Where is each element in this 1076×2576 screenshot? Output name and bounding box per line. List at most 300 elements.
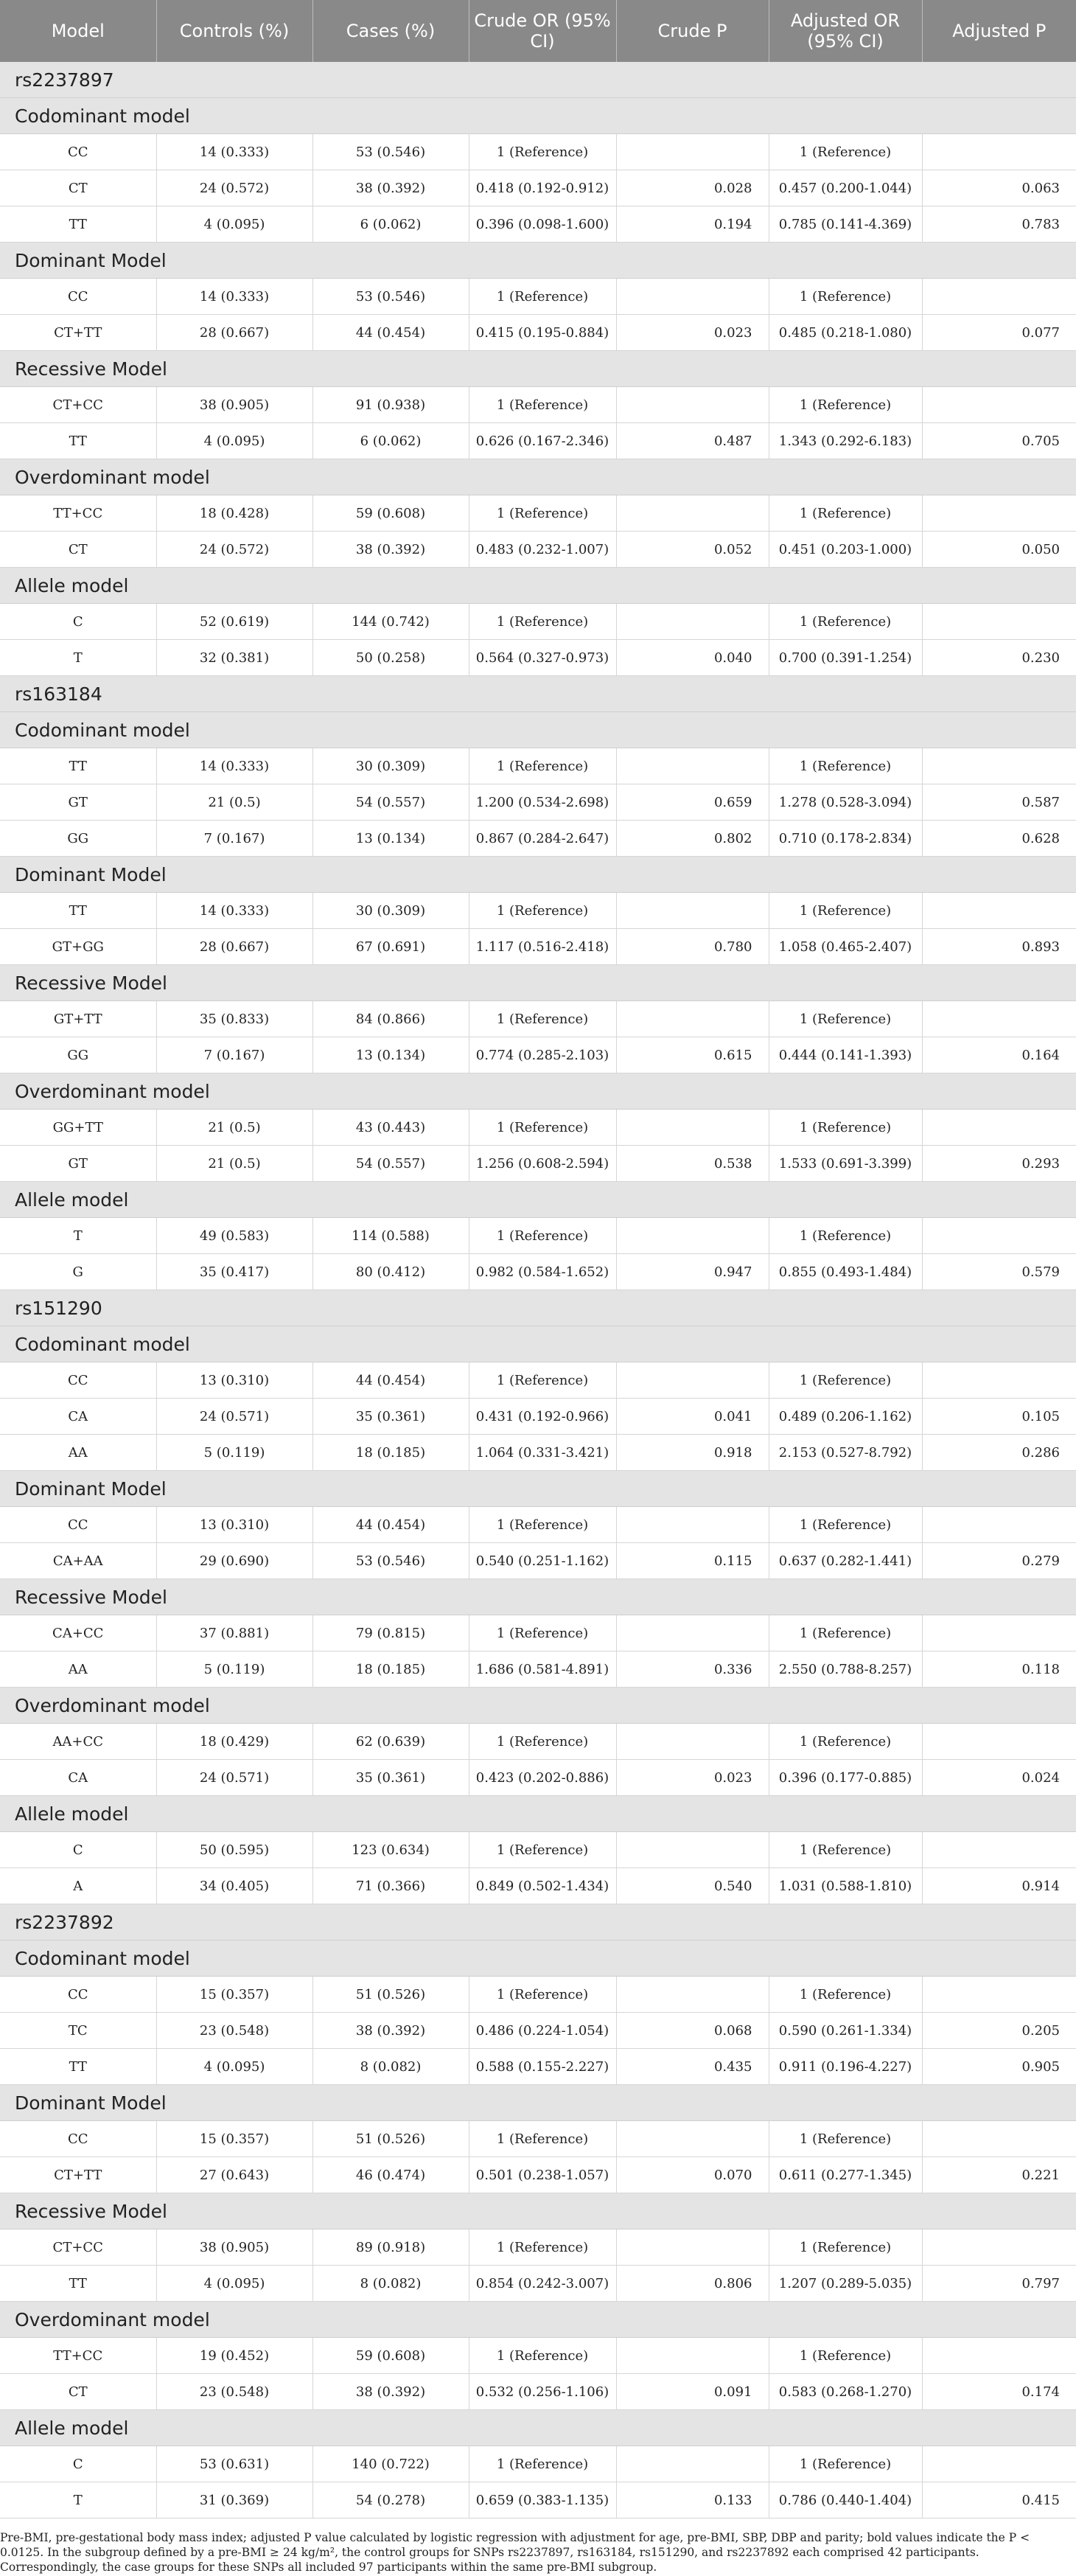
cell-crude-p xyxy=(616,1832,769,1868)
cell-cases: 54 (0.278) xyxy=(312,2482,469,2518)
cell-adjusted-p: 0.164 xyxy=(922,1037,1076,1073)
cell-controls: 35 (0.833) xyxy=(156,1001,312,1037)
cell-crude-or: 1 (Reference) xyxy=(469,2229,616,2266)
cell-cases: 144 (0.742) xyxy=(312,604,469,640)
cell-crude-or: 0.396 (0.098-1.600) xyxy=(469,206,616,243)
cell-adjusted-or: 2.550 (0.788-8.257) xyxy=(769,1651,922,1688)
cell-crude-p xyxy=(616,1507,769,1543)
cell-controls: 21 (0.5) xyxy=(156,784,312,821)
cell-crude-or: 1 (Reference) xyxy=(469,134,616,170)
cell-adjusted-p xyxy=(922,1362,1076,1399)
table-row xyxy=(0,1615,1076,1651)
cell-crude-p xyxy=(616,279,769,315)
cell-adjusted-p xyxy=(922,2446,1076,2482)
cell-crude-or: 1 (Reference) xyxy=(469,1977,616,2013)
cell-controls: 31 (0.369) xyxy=(156,2482,312,2518)
model-label: Allele model xyxy=(0,2410,1076,2446)
model-label: Recessive Model xyxy=(0,1579,1076,1615)
header-cases: Cases (%) xyxy=(312,0,469,62)
table-row xyxy=(0,1399,1076,1435)
cell-crude-p: 0.538 xyxy=(616,1146,769,1182)
model-section-row xyxy=(0,2085,1076,2121)
cell-adjusted-or: 0.785 (0.141-4.369) xyxy=(769,206,922,243)
cell-cases: 51 (0.526) xyxy=(312,2121,469,2157)
model-label: Dominant Model xyxy=(0,2085,1076,2121)
cell-crude-p: 0.023 xyxy=(616,1760,769,1796)
cell-crude-or: 0.774 (0.285-2.103) xyxy=(469,1037,616,1073)
cell-adjusted-p: 0.024 xyxy=(922,1760,1076,1796)
cell-cases: 13 (0.134) xyxy=(312,1037,469,1073)
cell-crude-p xyxy=(616,893,769,929)
table-body xyxy=(0,62,1076,2518)
cell-crude-or: 1.256 (0.608-2.594) xyxy=(469,1146,616,1182)
cell-crude-or: 0.483 (0.232-1.007) xyxy=(469,532,616,568)
cell-adjusted-or: 1.278 (0.528-3.094) xyxy=(769,784,922,821)
cell-crude-p: 0.615 xyxy=(616,1037,769,1073)
cell-cases: 8 (0.082) xyxy=(312,2049,469,2085)
cell-cases: 30 (0.309) xyxy=(312,748,469,784)
cell-crude-or: 1.117 (0.516-2.418) xyxy=(469,929,616,965)
cell-adjusted-or: 1 (Reference) xyxy=(769,2338,922,2374)
cell-cases: 79 (0.815) xyxy=(312,1615,469,1651)
cell-cases: 6 (0.062) xyxy=(312,206,469,243)
cell-cases: 35 (0.361) xyxy=(312,1760,469,1796)
model-label: Dominant Model xyxy=(0,1471,1076,1507)
cell-genotype: AA+CC xyxy=(0,1724,156,1760)
cell-genotype: GG xyxy=(0,1037,156,1073)
cell-crude-or: 1 (Reference) xyxy=(469,279,616,315)
cell-crude-p: 0.041 xyxy=(616,1399,769,1435)
cell-crude-p xyxy=(616,748,769,784)
cell-genotype: CA+CC xyxy=(0,1615,156,1651)
cell-adjusted-p: 0.705 xyxy=(922,423,1076,459)
model-section-row xyxy=(0,2410,1076,2446)
cell-adjusted-p xyxy=(922,1001,1076,1037)
cell-cases: 123 (0.634) xyxy=(312,1832,469,1868)
cell-crude-p: 0.947 xyxy=(616,1254,769,1290)
cell-crude-or: 0.423 (0.202-0.886) xyxy=(469,1760,616,1796)
cell-crude-p xyxy=(616,1110,769,1146)
cell-adjusted-or: 1 (Reference) xyxy=(769,1832,922,1868)
cell-genotype: CT xyxy=(0,532,156,568)
cell-genotype: CT xyxy=(0,170,156,206)
cell-crude-p: 0.070 xyxy=(616,2157,769,2193)
table-row xyxy=(0,2446,1076,2482)
table-row xyxy=(0,495,1076,532)
cell-adjusted-p: 0.286 xyxy=(922,1435,1076,1471)
cell-controls: 52 (0.619) xyxy=(156,604,312,640)
cell-crude-or: 1 (Reference) xyxy=(469,1362,616,1399)
cell-crude-or: 1.686 (0.581-4.891) xyxy=(469,1651,616,1688)
cell-controls: 35 (0.417) xyxy=(156,1254,312,1290)
cell-cases: 59 (0.608) xyxy=(312,2338,469,2374)
cell-cases: 53 (0.546) xyxy=(312,279,469,315)
cell-adjusted-p xyxy=(922,2338,1076,2374)
table-row xyxy=(0,1110,1076,1146)
cell-adjusted-or: 1.031 (0.588-1.810) xyxy=(769,1868,922,1904)
table-row xyxy=(0,2157,1076,2193)
table-row xyxy=(0,206,1076,243)
cell-crude-or: 0.564 (0.327-0.973) xyxy=(469,640,616,676)
cell-adjusted-p: 0.587 xyxy=(922,784,1076,821)
cell-adjusted-p: 0.174 xyxy=(922,2374,1076,2410)
model-label: Recessive Model xyxy=(0,351,1076,387)
cell-adjusted-p: 0.279 xyxy=(922,1543,1076,1579)
cell-crude-p xyxy=(616,2338,769,2374)
snp-label: rs163184 xyxy=(0,676,1076,712)
cell-crude-or: 1 (Reference) xyxy=(469,2121,616,2157)
cell-cases: 38 (0.392) xyxy=(312,2374,469,2410)
cell-controls: 19 (0.452) xyxy=(156,2338,312,2374)
model-section-row xyxy=(0,351,1076,387)
cell-adjusted-or: 0.583 (0.268-1.270) xyxy=(769,2374,922,2410)
cell-genotype: T xyxy=(0,640,156,676)
cell-controls: 37 (0.881) xyxy=(156,1615,312,1651)
cell-genotype: CA xyxy=(0,1399,156,1435)
cell-adjusted-p: 0.893 xyxy=(922,929,1076,965)
cell-adjusted-or: 1.207 (0.289-5.035) xyxy=(769,2266,922,2302)
cell-crude-or: 0.501 (0.238-1.057) xyxy=(469,2157,616,2193)
cell-crude-or: 1 (Reference) xyxy=(469,1218,616,1254)
table-row xyxy=(0,387,1076,423)
cell-genotype: CC xyxy=(0,2121,156,2157)
model-section-row xyxy=(0,243,1076,279)
cell-crude-p xyxy=(616,387,769,423)
cell-controls: 13 (0.310) xyxy=(156,1362,312,1399)
cell-crude-or: 0.415 (0.195-0.884) xyxy=(469,315,616,351)
cell-crude-or: 1 (Reference) xyxy=(469,1724,616,1760)
cell-crude-or: 1.200 (0.534-2.698) xyxy=(469,784,616,821)
cell-crude-p: 0.028 xyxy=(616,170,769,206)
cell-cases: 38 (0.392) xyxy=(312,532,469,568)
cell-crude-or: 0.982 (0.584-1.652) xyxy=(469,1254,616,1290)
model-section-row xyxy=(0,1471,1076,1507)
cell-genotype: TT+CC xyxy=(0,495,156,532)
cell-cases: 44 (0.454) xyxy=(312,1362,469,1399)
cell-controls: 15 (0.357) xyxy=(156,2121,312,2157)
cell-genotype: GT xyxy=(0,1146,156,1182)
cell-genotype: CA xyxy=(0,1760,156,1796)
cell-adjusted-or: 2.153 (0.527-8.792) xyxy=(769,1435,922,1471)
cell-adjusted-p xyxy=(922,279,1076,315)
cell-adjusted-p: 0.230 xyxy=(922,640,1076,676)
model-section-row xyxy=(0,712,1076,748)
cell-adjusted-or: 1 (Reference) xyxy=(769,2446,922,2482)
cell-adjusted-or: 1 (Reference) xyxy=(769,1001,922,1037)
cell-genotype: CC xyxy=(0,1362,156,1399)
cell-controls: 24 (0.571) xyxy=(156,1760,312,1796)
table-row xyxy=(0,1218,1076,1254)
cell-crude-p xyxy=(616,2121,769,2157)
cell-adjusted-p xyxy=(922,495,1076,532)
cell-crude-or: 1 (Reference) xyxy=(469,495,616,532)
cell-crude-or: 1 (Reference) xyxy=(469,1615,616,1651)
cell-adjusted-or: 1.343 (0.292-6.183) xyxy=(769,423,922,459)
header-crude-or: Crude OR (95% CI) xyxy=(469,0,616,62)
cell-adjusted-p: 0.579 xyxy=(922,1254,1076,1290)
cell-crude-p: 0.194 xyxy=(616,206,769,243)
cell-controls: 7 (0.167) xyxy=(156,1037,312,1073)
cell-adjusted-p xyxy=(922,1507,1076,1543)
cell-controls: 13 (0.310) xyxy=(156,1507,312,1543)
cell-crude-or: 0.867 (0.284-2.647) xyxy=(469,821,616,857)
cell-genotype: T xyxy=(0,2482,156,2518)
cell-controls: 28 (0.667) xyxy=(156,315,312,351)
cell-cases: 114 (0.588) xyxy=(312,1218,469,1254)
cell-genotype: TT xyxy=(0,2049,156,2085)
cell-adjusted-or: 1 (Reference) xyxy=(769,279,922,315)
cell-adjusted-or: 0.611 (0.277-1.345) xyxy=(769,2157,922,2193)
cell-genotype: GG xyxy=(0,821,156,857)
cell-adjusted-or: 1 (Reference) xyxy=(769,2229,922,2266)
cell-crude-p: 0.115 xyxy=(616,1543,769,1579)
header-row xyxy=(0,0,1076,62)
cell-adjusted-or: 1 (Reference) xyxy=(769,604,922,640)
cell-genotype: CC xyxy=(0,134,156,170)
cell-crude-or: 0.849 (0.502-1.434) xyxy=(469,1868,616,1904)
cell-genotype: TT xyxy=(0,893,156,929)
cell-crude-p: 0.918 xyxy=(616,1435,769,1471)
cell-genotype: GT+GG xyxy=(0,929,156,965)
cell-adjusted-or: 1 (Reference) xyxy=(769,893,922,929)
cell-crude-or: 0.418 (0.192-0.912) xyxy=(469,170,616,206)
cell-controls: 38 (0.905) xyxy=(156,387,312,423)
table-row xyxy=(0,1651,1076,1688)
cell-adjusted-p: 0.905 xyxy=(922,2049,1076,2085)
cell-crude-p xyxy=(616,1001,769,1037)
cell-crude-or: 0.588 (0.155-2.227) xyxy=(469,2049,616,2085)
cell-adjusted-or: 1.058 (0.465-2.407) xyxy=(769,929,922,965)
cell-cases: 91 (0.938) xyxy=(312,387,469,423)
cell-crude-p: 0.806 xyxy=(616,2266,769,2302)
cell-crude-or: 0.540 (0.251-1.162) xyxy=(469,1543,616,1579)
cell-adjusted-or: 1 (Reference) xyxy=(769,1724,922,1760)
table-row xyxy=(0,2013,1076,2049)
cell-cases: 38 (0.392) xyxy=(312,170,469,206)
cell-controls: 23 (0.548) xyxy=(156,2013,312,2049)
model-label: Allele model xyxy=(0,1796,1076,1832)
cell-crude-or: 0.532 (0.256-1.106) xyxy=(469,2374,616,2410)
cell-cases: 44 (0.454) xyxy=(312,1507,469,1543)
model-section-row xyxy=(0,857,1076,893)
cell-adjusted-p: 0.628 xyxy=(922,821,1076,857)
cell-adjusted-or: 1 (Reference) xyxy=(769,134,922,170)
cell-adjusted-p: 0.797 xyxy=(922,2266,1076,2302)
table-row xyxy=(0,2338,1076,2374)
table-row xyxy=(0,748,1076,784)
snp-section-row xyxy=(0,676,1076,712)
cell-genotype: T xyxy=(0,1218,156,1254)
cell-controls: 38 (0.905) xyxy=(156,2229,312,2266)
cell-genotype: A xyxy=(0,1868,156,1904)
cell-controls: 34 (0.405) xyxy=(156,1868,312,1904)
cell-controls: 4 (0.095) xyxy=(156,2266,312,2302)
cell-controls: 24 (0.572) xyxy=(156,170,312,206)
model-label: Allele model xyxy=(0,1182,1076,1218)
cell-crude-or: 0.431 (0.192-0.966) xyxy=(469,1399,616,1435)
cell-crude-p xyxy=(616,1218,769,1254)
table-row xyxy=(0,1146,1076,1182)
cell-adjusted-p xyxy=(922,748,1076,784)
cell-crude-or: 1 (Reference) xyxy=(469,893,616,929)
cell-crude-p: 0.780 xyxy=(616,929,769,965)
cell-adjusted-p: 0.050 xyxy=(922,532,1076,568)
cell-cases: 44 (0.454) xyxy=(312,315,469,351)
model-section-row xyxy=(0,1579,1076,1615)
cell-crude-p: 0.336 xyxy=(616,1651,769,1688)
cell-adjusted-or: 0.451 (0.203-1.000) xyxy=(769,532,922,568)
cell-adjusted-or: 1.533 (0.691-3.399) xyxy=(769,1146,922,1182)
header-model: Model xyxy=(0,0,156,62)
header-controls: Controls (%) xyxy=(156,0,312,62)
cell-controls: 53 (0.631) xyxy=(156,2446,312,2482)
cell-adjusted-p: 0.105 xyxy=(922,1399,1076,1435)
cell-crude-p xyxy=(616,1615,769,1651)
table-row xyxy=(0,1362,1076,1399)
cell-adjusted-or: 0.637 (0.282-1.441) xyxy=(769,1543,922,1579)
cell-controls: 32 (0.381) xyxy=(156,640,312,676)
cell-controls: 27 (0.643) xyxy=(156,2157,312,2193)
cell-crude-or: 1 (Reference) xyxy=(469,1001,616,1037)
cell-adjusted-p: 0.783 xyxy=(922,206,1076,243)
cell-genotype: CT+TT xyxy=(0,2157,156,2193)
cell-adjusted-p: 0.293 xyxy=(922,1146,1076,1182)
cell-crude-p: 0.091 xyxy=(616,2374,769,2410)
cell-adjusted-p xyxy=(922,1110,1076,1146)
model-label: Recessive Model xyxy=(0,965,1076,1001)
table-row xyxy=(0,2121,1076,2157)
table-header xyxy=(0,0,1076,62)
table-row xyxy=(0,893,1076,929)
cell-crude-or: 1 (Reference) xyxy=(469,2338,616,2374)
cell-adjusted-or: 1 (Reference) xyxy=(769,748,922,784)
cell-adjusted-or: 1 (Reference) xyxy=(769,1110,922,1146)
model-label: Dominant Model xyxy=(0,857,1076,893)
cell-adjusted-or: 1 (Reference) xyxy=(769,1615,922,1651)
cell-cases: 89 (0.918) xyxy=(312,2229,469,2266)
cell-genotype: G xyxy=(0,1254,156,1290)
cell-crude-p: 0.068 xyxy=(616,2013,769,2049)
cell-adjusted-p xyxy=(922,1615,1076,1651)
model-label: Overdominant model xyxy=(0,1688,1076,1724)
cell-crude-or: 1 (Reference) xyxy=(469,2446,616,2482)
cell-genotype: CT+TT xyxy=(0,315,156,351)
cell-genotype: GT+TT xyxy=(0,1001,156,1037)
cell-cases: 53 (0.546) xyxy=(312,1543,469,1579)
cell-crude-p xyxy=(616,604,769,640)
cell-adjusted-or: 1 (Reference) xyxy=(769,2121,922,2157)
cell-genotype: TT xyxy=(0,2266,156,2302)
model-section-row xyxy=(0,568,1076,604)
cell-crude-p xyxy=(616,1724,769,1760)
cell-crude-or: 1.064 (0.331-3.421) xyxy=(469,1435,616,1471)
table-row xyxy=(0,1724,1076,1760)
header-adjusted-p: Adjusted P xyxy=(922,0,1076,62)
cell-controls: 28 (0.667) xyxy=(156,929,312,965)
cell-controls: 7 (0.167) xyxy=(156,821,312,857)
cell-controls: 14 (0.333) xyxy=(156,748,312,784)
cell-cases: 38 (0.392) xyxy=(312,2013,469,2049)
cell-cases: 50 (0.258) xyxy=(312,640,469,676)
cell-cases: 54 (0.557) xyxy=(312,784,469,821)
cell-cases: 35 (0.361) xyxy=(312,1399,469,1435)
cell-adjusted-p: 0.063 xyxy=(922,170,1076,206)
cell-genotype: AA xyxy=(0,1435,156,1471)
cell-crude-or: 1 (Reference) xyxy=(469,748,616,784)
cell-cases: 18 (0.185) xyxy=(312,1651,469,1688)
cell-controls: 14 (0.333) xyxy=(156,279,312,315)
table-row xyxy=(0,1868,1076,1904)
cell-crude-or: 1 (Reference) xyxy=(469,604,616,640)
cell-genotype: CT+CC xyxy=(0,387,156,423)
cell-controls: 18 (0.428) xyxy=(156,495,312,532)
model-section-row xyxy=(0,459,1076,495)
model-section-row xyxy=(0,2193,1076,2229)
cell-crude-or: 1 (Reference) xyxy=(469,1110,616,1146)
table-row xyxy=(0,1507,1076,1543)
cell-crude-or: 0.626 (0.167-2.346) xyxy=(469,423,616,459)
cell-cases: 67 (0.691) xyxy=(312,929,469,965)
cell-crude-p: 0.540 xyxy=(616,1868,769,1904)
cell-cases: 51 (0.526) xyxy=(312,1977,469,2013)
table-row xyxy=(0,532,1076,568)
model-label: Overdominant model xyxy=(0,459,1076,495)
cell-genotype: CC xyxy=(0,1507,156,1543)
cell-adjusted-or: 1 (Reference) xyxy=(769,1218,922,1254)
header-adjusted-or: Adjusted OR (95% CI) xyxy=(769,0,922,62)
snp-section-row xyxy=(0,62,1076,98)
cell-genotype: C xyxy=(0,604,156,640)
cell-adjusted-or: 0.855 (0.493-1.484) xyxy=(769,1254,922,1290)
cell-genotype: AA xyxy=(0,1651,156,1688)
model-label: Codominant model xyxy=(0,98,1076,134)
cell-adjusted-p xyxy=(922,134,1076,170)
model-section-row xyxy=(0,965,1076,1001)
cell-controls: 15 (0.357) xyxy=(156,1977,312,2013)
table-row xyxy=(0,640,1076,676)
cell-adjusted-or: 0.485 (0.218-1.080) xyxy=(769,315,922,351)
cell-controls: 23 (0.548) xyxy=(156,2374,312,2410)
table-row xyxy=(0,279,1076,315)
model-label: Allele model xyxy=(0,568,1076,604)
cell-adjusted-or: 0.457 (0.200-1.044) xyxy=(769,170,922,206)
cell-adjusted-p xyxy=(922,1218,1076,1254)
cell-adjusted-p xyxy=(922,2121,1076,2157)
cell-adjusted-p: 0.914 xyxy=(922,1868,1076,1904)
cell-cases: 13 (0.134) xyxy=(312,821,469,857)
model-section-row xyxy=(0,1688,1076,1724)
table-row xyxy=(0,1254,1076,1290)
cell-adjusted-p xyxy=(922,1724,1076,1760)
cell-genotype: C xyxy=(0,1832,156,1868)
model-label: Recessive Model xyxy=(0,2193,1076,2229)
cell-adjusted-or: 0.396 (0.177-0.885) xyxy=(769,1760,922,1796)
cell-cases: 54 (0.557) xyxy=(312,1146,469,1182)
table-row xyxy=(0,134,1076,170)
cell-cases: 71 (0.366) xyxy=(312,1868,469,1904)
model-section-row xyxy=(0,1796,1076,1832)
table-row xyxy=(0,2482,1076,2518)
snp-section-row xyxy=(0,1290,1076,1326)
cell-crude-p xyxy=(616,134,769,170)
cell-genotype: CC xyxy=(0,279,156,315)
snp-label: rs151290 xyxy=(0,1290,1076,1326)
cell-cases: 84 (0.866) xyxy=(312,1001,469,1037)
cell-cases: 8 (0.082) xyxy=(312,2266,469,2302)
model-section-row xyxy=(0,98,1076,134)
cell-controls: 50 (0.595) xyxy=(156,1832,312,1868)
cell-crude-p xyxy=(616,1977,769,2013)
